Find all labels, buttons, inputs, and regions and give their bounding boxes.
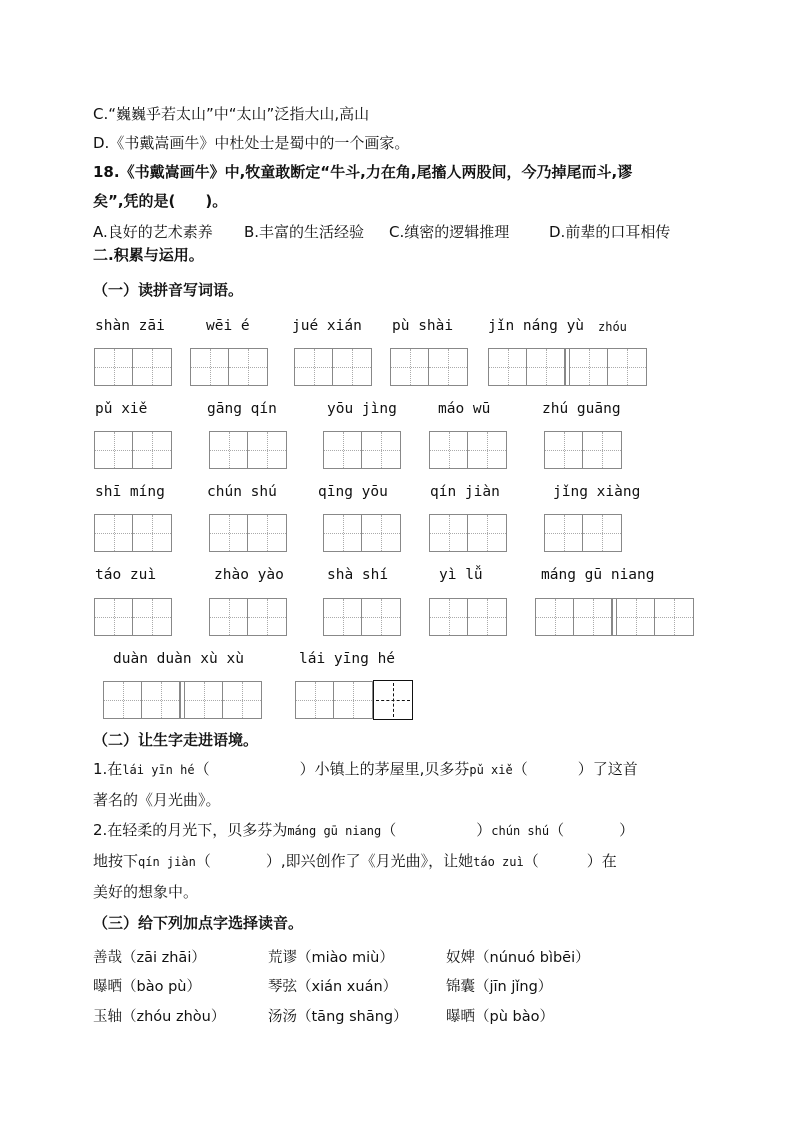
inline-pinyin: táo zuì (473, 855, 524, 869)
pinyin-label: jǐn náng yù (488, 318, 585, 334)
sentence-text: 美好的想象中。 (93, 883, 199, 901)
pinyin-label: jǐng xiàng (553, 484, 641, 500)
question-18-line2: 矣”,凭的是( )。 (93, 192, 228, 210)
writing-grid[interactable] (209, 598, 287, 636)
writing-grid[interactable] (295, 681, 373, 719)
pinyin-label: máo wū (438, 401, 491, 417)
inline-pinyin: qín jiàn (138, 855, 196, 869)
writing-grid[interactable] (94, 431, 172, 469)
pinyin-label: lái yīng hé (299, 651, 396, 667)
pinyin-label: pǔ xiě (95, 401, 148, 417)
writing-grid[interactable] (429, 514, 507, 552)
reading-item: 琴弦（xián xuán） (268, 979, 398, 995)
q18-option-b: B.丰富的生活经验 (244, 223, 365, 241)
writing-grid[interactable] (209, 431, 287, 469)
pinyin-label: shà shí (327, 567, 389, 583)
inline-pinyin: pǔ xiě (469, 763, 513, 777)
q18-option-a: A.良好的艺术素养 (93, 223, 213, 241)
writing-grid[interactable] (190, 348, 268, 386)
pinyin-label: máng gū niang (541, 567, 655, 583)
writing-grid[interactable] (323, 431, 401, 469)
writing-cell-highlighted[interactable] (373, 680, 413, 720)
reading-item: 曝晒（bào pù） (93, 979, 201, 995)
writing-grid[interactable] (94, 348, 172, 386)
reading-item: 曝晒（pù bào） (446, 1009, 554, 1025)
sentence-text: 著名的《月光曲》。 (93, 791, 221, 809)
q18-option-c: C.缜密的逻辑推理 (389, 223, 510, 241)
sentence-text: 小镇上的茅屋里,贝多芬 (314, 760, 470, 778)
writing-grid[interactable] (103, 681, 262, 719)
reading-item: 锦囊（jīn jǐng） (446, 979, 553, 995)
pinyin-label: zhú guāng (542, 401, 621, 417)
reading-item: 玉轴（zhóu zhòu） (93, 1009, 226, 1025)
writing-grid[interactable] (544, 431, 622, 469)
q18-option-d: D.前辈的口耳相传 (549, 223, 671, 241)
reading-item: 善哉（zāi zhāi） (93, 950, 206, 966)
writing-grid[interactable] (323, 514, 401, 552)
pinyin-label: zhóu (598, 320, 627, 334)
pinyin-label: gāng qín (207, 401, 277, 417)
inline-pinyin: lái yīn hé (122, 763, 195, 777)
pinyin-label: shī míng (95, 484, 165, 500)
part-3-heading: （三）给下列加点字选择读音。 (93, 914, 304, 932)
writing-grid[interactable] (209, 514, 287, 552)
writing-grid[interactable] (429, 598, 507, 636)
writing-grid[interactable] (544, 514, 622, 552)
pinyin-label: zhào yào (214, 567, 284, 583)
sentence-1: 1.在lái yīn hé（ ）小镇上的茅屋里,贝多芬pǔ xiě（ ）了这首 著名的《月光曲》。 (93, 760, 638, 809)
reading-item: 荒谬（miào miù） (268, 950, 394, 966)
part-2-heading: （二）让生字走进语境。 (93, 731, 259, 749)
pinyin-label: qīng yōu (318, 484, 388, 500)
pinyin-label: qín jiàn (430, 484, 500, 500)
question-18-line1: 18.《书戴嵩画牛》中,牧童敢断定“牛斗,力在角,尾搐人两股间，今乃掉尾而斗,谬 (93, 163, 633, 181)
inline-pinyin: máng gū niang (287, 824, 382, 838)
reading-item: 奴婢（núnuó bìbēi） (446, 950, 590, 966)
pinyin-label: duàn duàn xù xù (113, 651, 244, 667)
pinyin-label: yōu jìng (327, 401, 397, 417)
option-c-line: C.“巍巍乎若太山”中“太山”泛指大山,高山 (93, 105, 370, 123)
pinyin-label: pù shài (392, 318, 454, 334)
writing-grid[interactable] (94, 514, 172, 552)
sentence-text: ,即兴创作了《月光曲》，让她 (280, 852, 474, 870)
pinyin-label: yì lǚ (439, 567, 483, 583)
pinyin-label: wēi é (206, 318, 250, 334)
reading-item: 汤汤（tāng shāng） (268, 1009, 408, 1025)
writing-grid[interactable] (488, 348, 647, 386)
part-1-heading: （一）读拼音写词语。 (93, 281, 244, 299)
sentence-text: 地按下 (93, 852, 139, 870)
sentence-2: 2.在轻柔的月光下，贝多芬为máng gū niang（ ）chún shú（ ） 地按下qín jiàn（ ）,即兴创作了《月光曲》，让她táo zuì（ ）在 美好的想象中。 (93, 821, 635, 901)
writing-grid[interactable] (535, 598, 694, 636)
sentence-text: 了这首 (592, 760, 638, 778)
writing-grid[interactable] (94, 598, 172, 636)
sentence-text: 在 (601, 852, 617, 870)
writing-grid[interactable] (294, 348, 372, 386)
option-d-line: D.《书戴嵩画牛》中杜处士是蜀中的一个画家。 (93, 134, 410, 152)
sentence-text: 2.在轻柔的月光下，贝多芬为 (93, 821, 288, 839)
pinyin-label: shàn zāi (95, 318, 165, 334)
section-2-heading: 二.积累与运用。 (93, 246, 204, 264)
inline-pinyin: chún shú (491, 824, 550, 838)
pinyin-label: chún shú (207, 484, 277, 500)
writing-grid[interactable] (323, 598, 401, 636)
sentence-text: 1.在 (93, 760, 123, 778)
writing-grid[interactable] (429, 431, 507, 469)
pinyin-label: táo zuì (95, 567, 157, 583)
pinyin-label: jué xián (292, 318, 362, 334)
writing-grid[interactable] (390, 348, 468, 386)
